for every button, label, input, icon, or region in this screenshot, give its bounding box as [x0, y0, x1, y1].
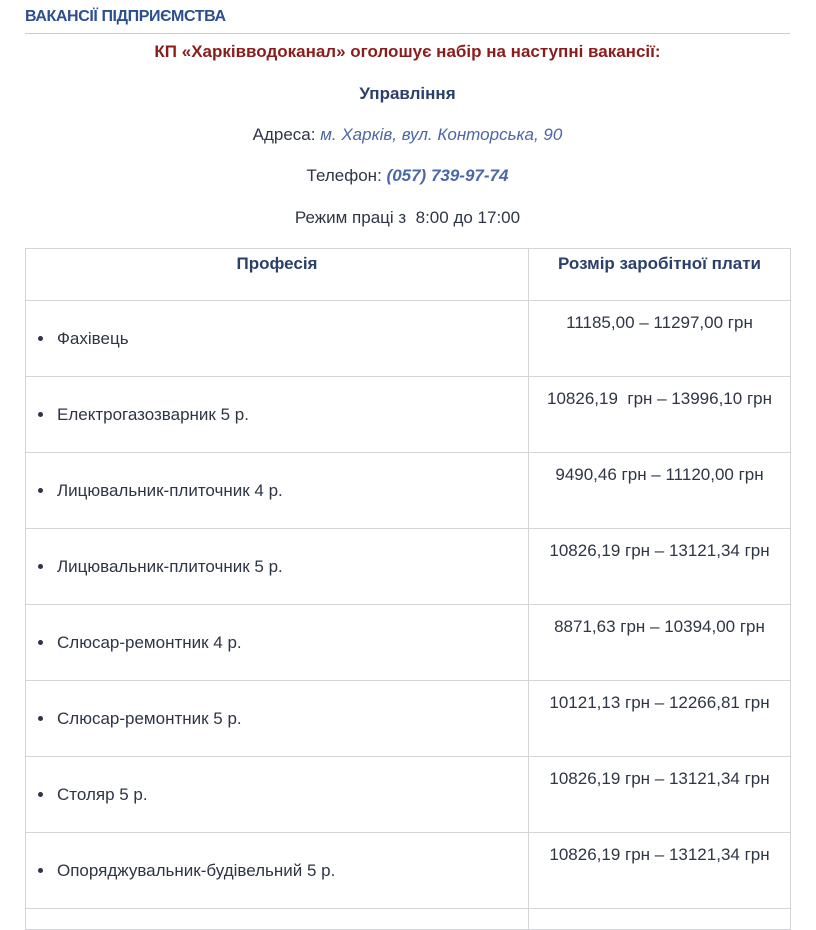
profession-name: Фахівець — [57, 328, 129, 348]
column-header-salary: Розмір заробітної плати — [529, 249, 791, 301]
bullet-icon — [38, 412, 43, 417]
profession-name: Слюсар-ремонтник 4 р. — [57, 632, 242, 652]
bullet-icon — [38, 564, 43, 569]
profession-cell — [26, 377, 529, 453]
salary-cell: 10826,19 грн – 13121,34 грн — [529, 529, 791, 605]
profession-cell — [26, 757, 529, 833]
page-header — [25, 4, 790, 34]
phone-line — [25, 166, 790, 186]
salary-cell: 11185,00 – 11297,00 грн — [529, 301, 791, 377]
profession-cell — [26, 681, 529, 757]
profession-cell — [26, 833, 529, 909]
table-row — [26, 833, 791, 909]
profession-name: Електрогазозварник 5 р. — [57, 404, 249, 424]
profession-cell — [26, 453, 529, 529]
table-row — [26, 529, 791, 605]
bullet-icon — [38, 716, 43, 721]
address-line — [25, 125, 790, 145]
profession-name: Лицювальник-плиточник 5 р. — [57, 556, 283, 576]
table-row — [26, 377, 791, 453]
bullet-icon — [38, 336, 43, 341]
page-title: ВАКАНСІЇ ПІДПРИЄМСТВА — [25, 8, 226, 25]
salary-cell: 10826,19 грн – 13121,34 грн — [529, 833, 791, 909]
address-label: Адреса: — [252, 125, 316, 144]
profession-name: Лицювальник-плиточник 4 р. — [57, 480, 283, 500]
salary-cell: 9490,46 грн – 11120,00 грн — [529, 453, 791, 529]
address-value: м. Харків, вул. Конторська, 90 — [320, 125, 563, 144]
profession-name: Слюсар-ремонтник 5 р. — [57, 708, 242, 728]
salary-cell-partial — [529, 909, 791, 930]
phone-link[interactable]: (057) 739-97-74 — [386, 166, 509, 185]
phone-label: Телефон: — [306, 166, 382, 185]
table-row-partial — [26, 909, 791, 930]
bullet-icon — [38, 488, 43, 493]
salary-cell: 8871,63 грн – 10394,00 грн — [529, 605, 791, 681]
table-row — [26, 605, 791, 681]
salary-cell: 10121,13 грн – 12266,81 грн — [529, 681, 791, 757]
table-row — [26, 757, 791, 833]
table-row — [26, 453, 791, 529]
department-name: Управління — [359, 84, 456, 103]
profession-cell — [26, 605, 529, 681]
profession-cell — [26, 529, 529, 605]
vacancy-announcement: КП «Харківводоканал» оголошує набір на наступні вакансії: — [154, 42, 661, 61]
table-row — [26, 301, 791, 377]
vacancy-table — [25, 248, 791, 930]
profession-cell-partial — [26, 909, 529, 930]
bullet-icon — [38, 640, 43, 645]
table-header-row — [26, 249, 791, 301]
table-row — [26, 681, 791, 757]
working-hours: Режим праці з 8:00 до 17:00 — [294, 208, 521, 227]
profession-name: Опоряджувальник-будівельний 5 р. — [57, 860, 336, 880]
salary-cell: 10826,19 грн – 13996,10 грн — [529, 377, 791, 453]
profession-cell — [26, 301, 529, 377]
bullet-icon — [38, 792, 43, 797]
column-header-profession: Професія — [26, 249, 529, 301]
salary-cell: 10826,19 грн – 13121,34 грн — [529, 757, 791, 833]
bullet-icon — [38, 868, 43, 873]
profession-name: Столяр 5 р. — [57, 784, 148, 804]
